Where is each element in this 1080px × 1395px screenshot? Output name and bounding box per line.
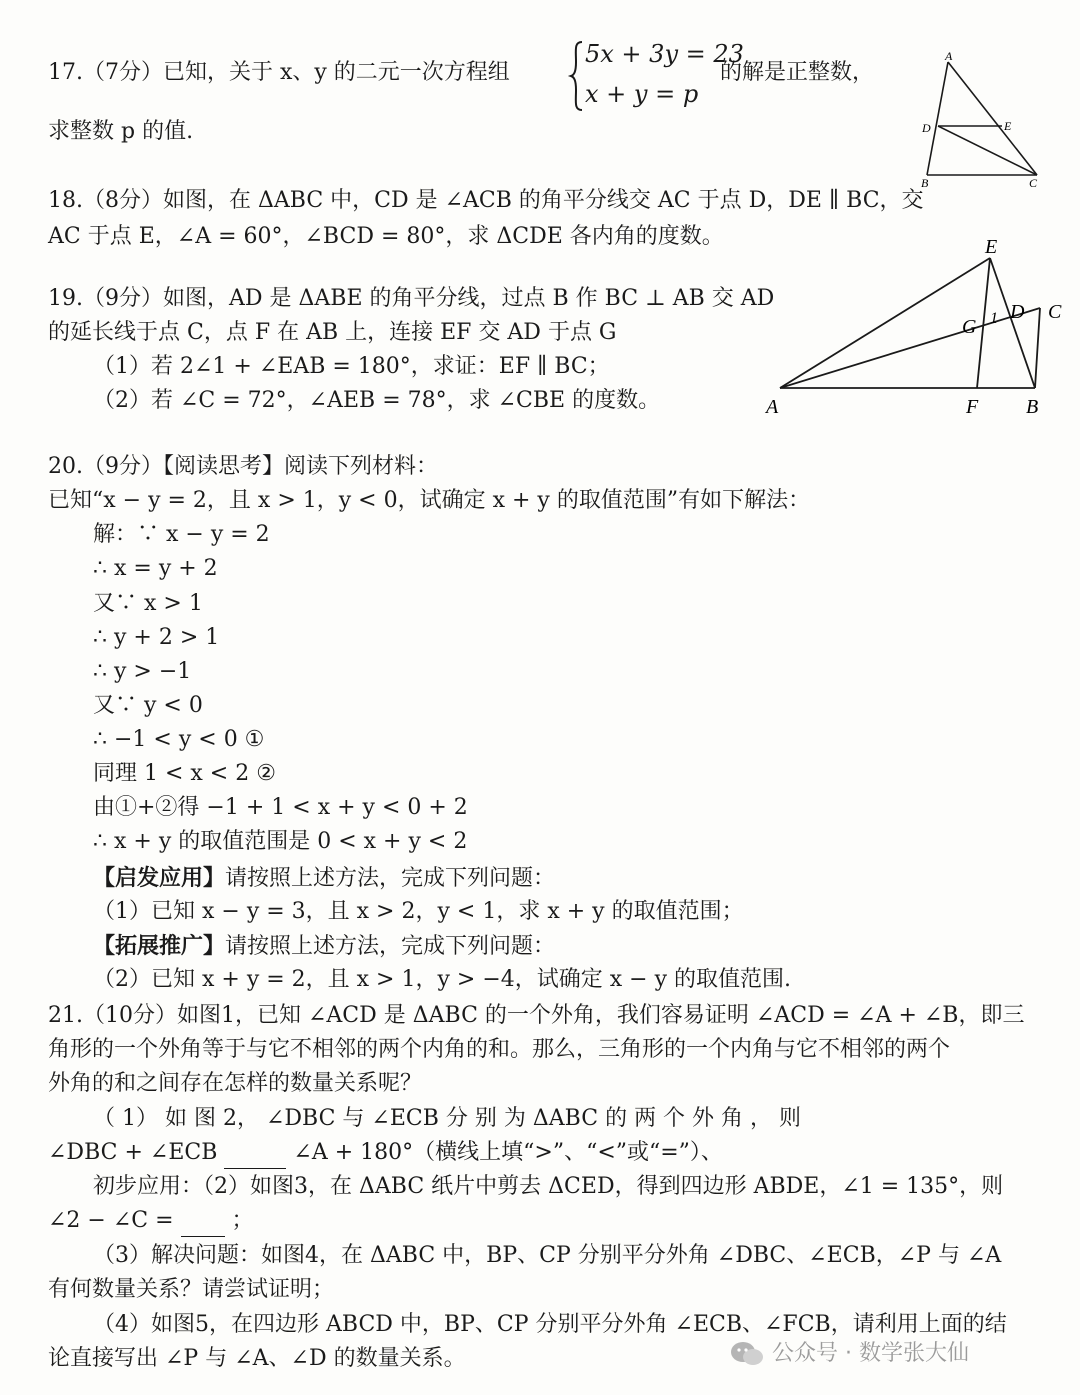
q20-step-5: ∴ y > −1 — [93, 659, 192, 684]
q21-part4-line2: 论直接写出 ∠P 与 ∠A、∠D 的数量关系。 — [48, 1346, 466, 1371]
q17-eq1: 5x + 3y = 23 — [585, 40, 744, 68]
answer-blank-2[interactable] — [181, 1206, 225, 1237]
q20-app-text: 请按照上述方法，完成下列问题： — [225, 866, 556, 891]
fig19-label-f: F — [966, 396, 979, 418]
q21-part1-rest: ∠A + 180°（横线上填“>”、“<”或“=”）、 — [293, 1140, 723, 1165]
q20-line2: 已知“x − y = 2，且 x > 1，y < 0，试确定 x + y 的取值范围”有如下解法： — [48, 488, 811, 513]
q21-part3-line1: （3）解决问题：如图4，在 ΔABC 中，BP、CP 分别平分外角 ∠DBC、∠ECB，∠P 与 ∠A — [93, 1243, 1002, 1268]
q19-part2: （2）若 ∠C = 72°，∠AEB = 78°，求 ∠CBE 的度数。 — [93, 388, 661, 413]
q20-ext-question: （2）已知 x + y = 2，且 x > 1，y > −4，试确定 x − y 的取值范围. — [93, 967, 791, 992]
q20-step-10: ∴ x + y 的取值范围是 0 < x + y < 2 — [93, 829, 468, 854]
q20-step-4: ∴ y + 2 > 1 — [93, 625, 220, 650]
q20-step-2: ∴ x = y + 2 — [93, 556, 218, 581]
figure-q17 — [915, 50, 1055, 190]
q21-part2-expr: ∠2 − ∠C = — [48, 1208, 174, 1233]
q19-part1: （1）若 2∠1 + ∠EAB = 180°，求证：EF ∥ BC； — [93, 354, 610, 379]
q20-step-6: 又∵ y < 0 — [93, 693, 203, 718]
watermark — [730, 1336, 969, 1367]
q20-app-title: 【启发应用】 — [93, 865, 226, 891]
q20-step-3: 又∵ x > 1 — [93, 591, 203, 616]
fig17-label-b: B — [921, 176, 929, 190]
q19-line2: 的延长线于点 C，点 F 在 AB 上，连接 EF 交 AD 于点 G — [48, 320, 617, 345]
figure-q19 — [760, 238, 1070, 423]
q20-step-1: 解：∵ x − y = 2 — [93, 522, 270, 547]
system-brace — [570, 40, 584, 112]
q21-part1-expr: ∠DBC + ∠ECB — [48, 1140, 218, 1165]
q21-line2: 角形的一个外角等于与它不相邻的两个内角的和。那么，三角形的一个内角与它不相邻的两个 — [48, 1037, 951, 1062]
q18-line2: AC 于点 E，∠A = 60°，∠BCD = 80°，求 ΔCDE 各内角的度数。 — [48, 224, 724, 249]
fig19-label-e: E — [985, 236, 998, 258]
fig19-label-c: C — [1048, 301, 1062, 323]
fig19-label-g: G — [962, 316, 977, 338]
q20-line1: 20.（9分）【阅读思考】阅读下列材料： — [48, 454, 438, 479]
fig17-label-c: C — [1029, 176, 1038, 190]
watermark-text: 公众号 · 数学张大仙 — [772, 1341, 969, 1366]
q17-eq2: x + y = p — [585, 80, 699, 108]
fig17-label-e: E — [1004, 119, 1012, 133]
answer-blank-1[interactable] — [224, 1138, 286, 1169]
q20-step-8: 同理 1 < x < 2 ② — [93, 761, 276, 786]
q21-part1-line2 — [48, 1138, 723, 1169]
q20-ext-text: 请按照上述方法，完成下列问题： — [225, 934, 556, 959]
q18-line1: 18.（8分）如图，在 ΔABC 中，CD 是 ∠ACB 的角平分线交 AC 于点 D，DE ∥ BC，交 — [48, 188, 924, 213]
q20-app-question: （1）已知 x − y = 3，且 x > 2，y < 1，求 x + y 的取值范围； — [93, 899, 744, 924]
q21-part2-line2 — [48, 1206, 254, 1237]
q20-step-9: 由①+②得 −1 + 1 < x + y < 0 + 2 — [93, 795, 468, 820]
q17-line2: 求整数 p 的值. — [48, 119, 194, 144]
q17-prefix: 17.（7分）已知，关于 x、y 的二元一次方程组 — [48, 60, 510, 85]
q21-line3: 外角的和之间存在怎样的数量关系呢？ — [48, 1071, 423, 1096]
q17-suffix: 的解是正整数， — [720, 60, 875, 85]
fig17-label-a: A — [945, 49, 953, 63]
q19-line1: 19.（9分）如图，AD 是 ΔABE 的角平分线，过点 B 作 BC ⊥ AB 交 AD — [48, 286, 775, 311]
q20-step-7: ∴ −1 < y < 0 ① — [93, 727, 265, 752]
q20-application-heading — [93, 863, 555, 894]
q20-extension-heading — [93, 931, 555, 962]
fig19-label-a: A — [766, 396, 779, 418]
fig17-label-d: D — [922, 121, 931, 135]
q20-ext-title: 【拓展推广】 — [93, 933, 226, 959]
q21-part2-rest: ； — [231, 1208, 254, 1233]
q21-part3-line2: 有何数量关系？请尝试证明； — [48, 1277, 335, 1302]
fig19-label-b: B — [1026, 396, 1039, 418]
wechat-icon — [730, 1341, 764, 1367]
q21-line1: 21.（10分）如图1，已知 ∠ACD 是 ΔABC 的一个外角，我们容易证明 ∠ACD = ∠A + ∠B，即三 — [48, 1003, 1025, 1028]
fig19-label-angle1: 1 — [990, 310, 998, 327]
q21-part4-line1: （4）如图5，在四边形 ABCD 中，BP、CP 分别平分外角 ∠ECB、∠FCB，请利用上面的结 — [93, 1312, 1007, 1337]
q21-part1-line1: （ 1） 如 图 2， ∠DBC 与 ∠ECB 分 别 为 ΔABC 的 两 个 外 角 ， 则 — [93, 1106, 802, 1131]
fig19-label-d: D — [1010, 301, 1025, 323]
q21-part2-line1: 初步应用：（2）如图3，在 ΔABC 纸片中剪去 ΔCED，得到四边形 ABDE，∠1 = 135°，则 — [93, 1174, 1004, 1199]
